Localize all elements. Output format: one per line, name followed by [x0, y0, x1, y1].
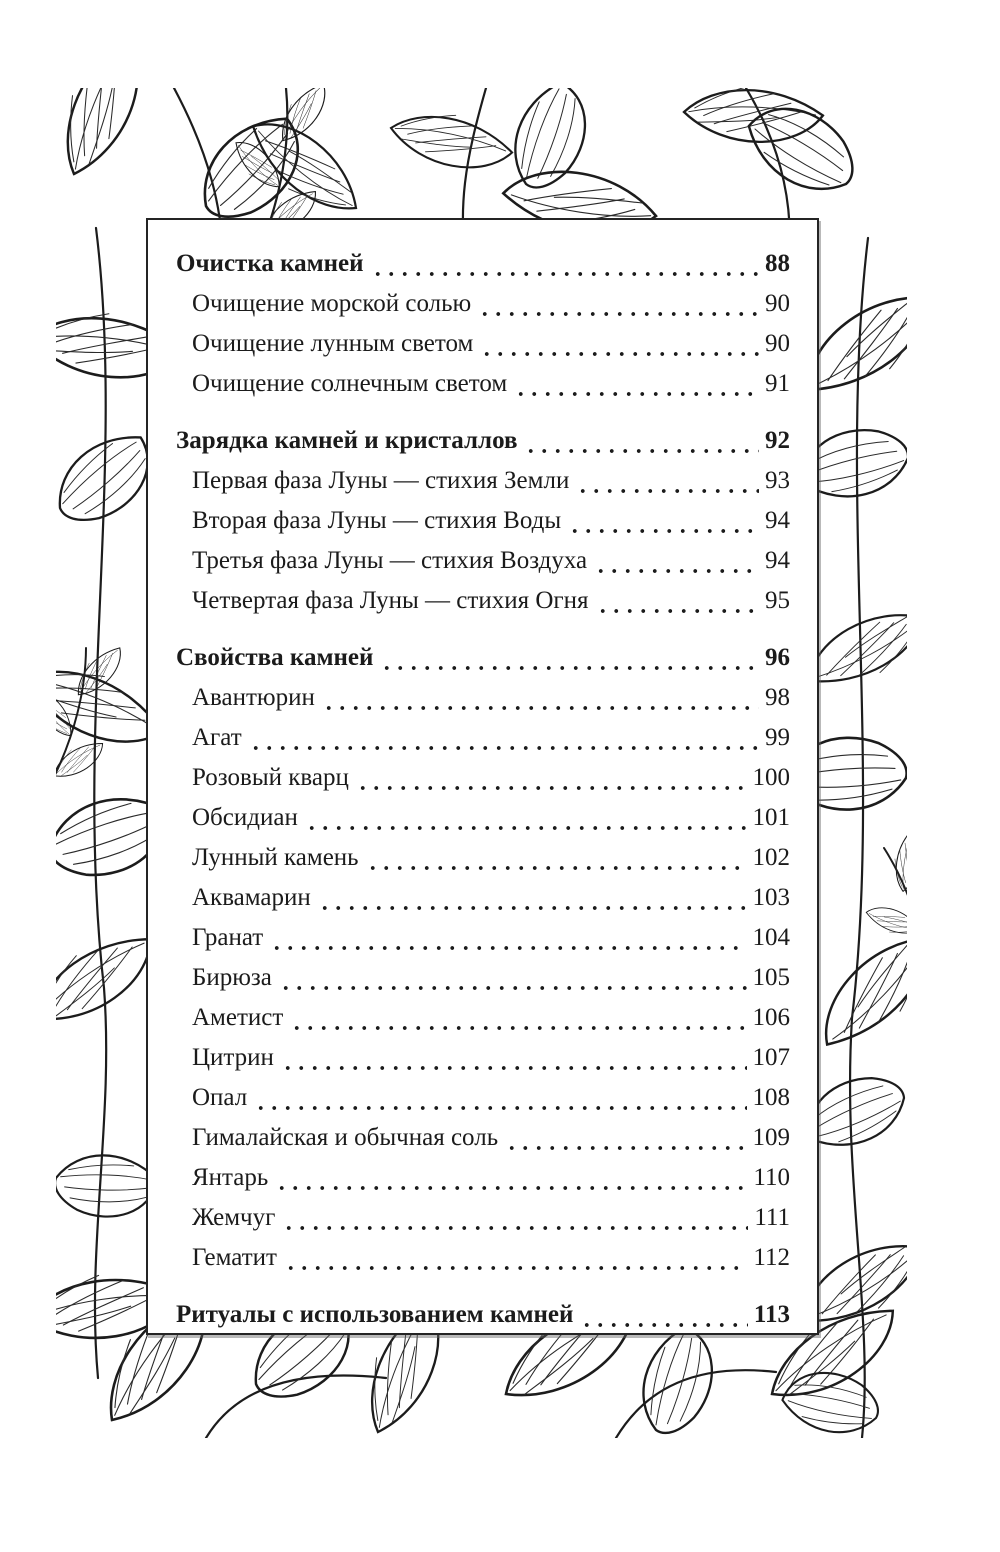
toc-entry-page: 94: [765, 507, 790, 534]
toc-entry-label: Третья фаза Луны — стихия Воздуха: [192, 547, 588, 574]
toc-item-row: [176, 461, 790, 501]
dot-leader: [270, 918, 746, 958]
toc-item-row: [176, 878, 790, 918]
toc-entry-label: Зарядка камней и кристаллов: [176, 427, 518, 454]
toc-item-row: [176, 324, 790, 364]
toc-item-row: [176, 798, 790, 838]
toc-item-row: [176, 1118, 790, 1158]
toc-entry-label: Розовый кварц: [192, 764, 349, 791]
toc-entry-page: 113: [753, 1301, 790, 1328]
toc-item-row: [176, 1198, 790, 1238]
toc-heading-row: [176, 1295, 790, 1335]
toc-panel: [146, 218, 819, 1335]
toc-list: [176, 244, 790, 1335]
dot-leader: [305, 798, 747, 838]
dot-leader: [281, 1038, 747, 1078]
toc-entry-page: 102: [752, 844, 790, 871]
dot-leader: [356, 758, 747, 798]
toc-entry-label: Гималайская и обычная соль: [192, 1124, 499, 1151]
toc-entry-label: Первая фаза Луны — стихия Земли: [192, 467, 570, 494]
toc-entry-label: Авантюрин: [192, 684, 315, 711]
toc-entry-label: Четвертая фаза Луны — стихия Огня: [192, 587, 589, 614]
dot-leader: [275, 1158, 747, 1198]
dot-leader: [322, 678, 759, 718]
toc-entry-label: Очищение морской солью: [192, 290, 472, 317]
toc-entry-label: Янтарь: [192, 1164, 269, 1191]
dot-leader: [524, 421, 759, 461]
dot-leader: [254, 1078, 746, 1118]
toc-entry-label: Обсидиан: [192, 804, 298, 831]
toc-item-row: [176, 541, 790, 581]
toc-item-row: [176, 1158, 790, 1198]
toc-entry-page: 110: [753, 1164, 790, 1191]
toc-entry-label: Цитрин: [192, 1044, 274, 1071]
toc-entry-page: 106: [752, 1004, 790, 1031]
toc-item-row: [176, 1038, 790, 1078]
toc-item-row: [176, 838, 790, 878]
toc-entry-label: Свойства камней: [176, 644, 374, 671]
toc-item-row: [176, 718, 790, 758]
toc-heading-row: [176, 421, 790, 461]
toc-entry-page: 105: [752, 964, 790, 991]
toc-entry-page: 100: [752, 764, 790, 791]
dot-leader: [478, 284, 759, 324]
toc-entry-label: Агат: [192, 724, 242, 751]
toc-entry-page: 96: [765, 644, 790, 671]
toc-item-row: [176, 364, 790, 404]
toc-entry-label: Аметист: [192, 1004, 284, 1031]
dot-leader: [318, 878, 747, 918]
dot-leader: [380, 638, 759, 678]
toc-entry-label: Жемчуг: [192, 1204, 276, 1231]
toc-entry-page: 108: [752, 1084, 790, 1111]
toc-item-row: [176, 1078, 790, 1118]
toc-item-row: [176, 678, 790, 718]
toc-entry-page: 107: [752, 1044, 790, 1071]
dot-leader: [290, 998, 746, 1038]
toc-entry-label: Гранат: [192, 924, 264, 951]
toc-item-row: [176, 918, 790, 958]
toc-entry-page: 90: [765, 330, 790, 357]
toc-item-row: [176, 1238, 790, 1278]
toc-entry-label: Бирюза: [192, 964, 272, 991]
dot-leader: [576, 461, 759, 501]
toc-entry-page: 94: [765, 547, 790, 574]
toc-entry-page: 92: [765, 427, 790, 454]
toc-heading-row: [176, 638, 790, 678]
toc-entry-label: Лунный камень: [192, 844, 359, 871]
dot-leader: [480, 324, 759, 364]
toc-entry-page: 95: [765, 587, 790, 614]
dot-leader: [580, 1295, 747, 1335]
toc-entry-page: 112: [753, 1244, 790, 1271]
dot-leader: [371, 244, 759, 284]
toc-entry-page: 98: [765, 684, 790, 711]
dot-leader: [514, 364, 759, 404]
dot-leader: [279, 958, 747, 998]
toc-item-row: [176, 581, 790, 621]
toc-entry-label: Аквамарин: [192, 884, 311, 911]
toc-item-row: [176, 958, 790, 998]
toc-entry-page: 91: [765, 370, 790, 397]
dot-leader: [249, 718, 759, 758]
toc-entry-page: 103: [752, 884, 790, 911]
dot-leader: [568, 501, 759, 541]
toc-entry-label: Очищение солнечным светом: [192, 370, 508, 397]
toc-entry-label: Очистка камней: [176, 250, 364, 277]
dot-leader: [284, 1238, 747, 1278]
dot-leader: [594, 541, 759, 581]
toc-entry-page: 101: [752, 804, 790, 831]
dot-leader: [282, 1198, 748, 1238]
dot-leader: [366, 838, 747, 878]
toc-item-row: [176, 284, 790, 324]
toc-item-row: [176, 998, 790, 1038]
dot-leader: [596, 581, 759, 621]
toc-heading-row: [176, 244, 790, 284]
toc-entry-page: 99: [765, 724, 790, 751]
toc-entry-label: Вторая фаза Луны — стихия Воды: [192, 507, 562, 534]
toc-entry-page: 90: [765, 290, 790, 317]
toc-entry-page: 93: [765, 467, 790, 494]
toc-entry-label: Гематит: [192, 1244, 277, 1271]
toc-entry-page: 88: [765, 250, 790, 277]
toc-entry-page: 104: [752, 924, 790, 951]
toc-item-row: [176, 501, 790, 541]
toc-entry-page: 109: [752, 1124, 790, 1151]
toc-entry-label: Опал: [192, 1084, 248, 1111]
toc-entry-label: Ритуалы с использованием камней: [176, 1301, 574, 1328]
dot-leader: [505, 1118, 746, 1158]
toc-entry-label: Очищение лунным светом: [192, 330, 474, 357]
toc-entry-page: 111: [754, 1204, 790, 1231]
toc-item-row: [176, 758, 790, 798]
